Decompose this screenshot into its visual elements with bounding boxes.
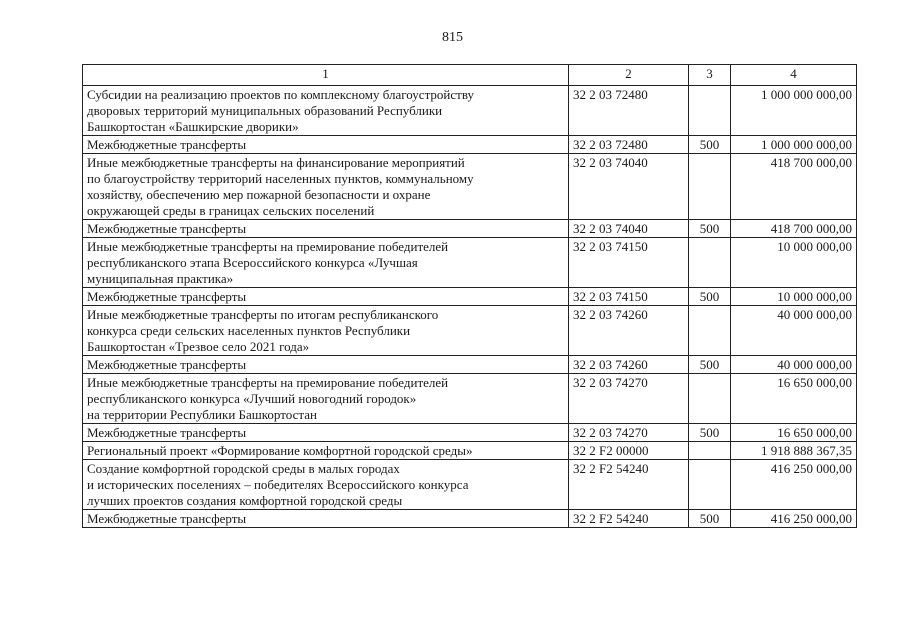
row-amount: 418 700 000,00: [731, 220, 857, 238]
row-code: 32 2 F2 54240: [569, 460, 689, 510]
row-name-line: муниципальная практика»: [87, 271, 234, 286]
header-col-1: 1: [83, 65, 569, 86]
row-expense-type: [689, 154, 731, 220]
row-name-line: Межбюджетные трансферты: [87, 511, 247, 526]
row-name: [83, 356, 569, 374]
row-name-line: Иные межбюджетные трансферты по итогам республиканского: [87, 307, 439, 322]
row-amount: 1 000 000 000,00: [731, 86, 857, 136]
row-amount: 1 000 000 000,00: [731, 136, 857, 154]
table-body: [83, 86, 857, 528]
row-name-line: Башкортостан «Башкирские дворики»: [87, 119, 299, 134]
row-expense-type: [689, 86, 731, 136]
row-name-line: конкурса среди сельских населенных пунктов Республики: [87, 323, 411, 338]
table-row: [83, 510, 857, 528]
row-name-line: по благоустройству территорий населенных пунктов, коммунальному: [87, 171, 474, 186]
row-name: [83, 460, 569, 510]
row-expense-type: 500: [689, 288, 731, 306]
row-name-line: и исторических поселениях – победителях Всероссийского конкурса: [87, 477, 469, 492]
row-name-line: Создание комфортной городской среды в малых городах: [87, 461, 400, 476]
row-code: 32 2 03 74260: [569, 356, 689, 374]
row-name-line: Иные межбюджетные трансферты на финансирование мероприятий: [87, 155, 465, 170]
row-name-line: республиканского этапа Всероссийского конкурса «Лучшая: [87, 255, 418, 270]
row-amount: 16 650 000,00: [731, 374, 857, 424]
table-row: [83, 238, 857, 288]
table-row: [83, 136, 857, 154]
row-expense-type: 500: [689, 356, 731, 374]
row-name-line: Межбюджетные трансферты: [87, 289, 247, 304]
row-amount: 10 000 000,00: [731, 288, 857, 306]
header-col-3: 3: [689, 65, 731, 86]
row-code: 32 2 03 74150: [569, 288, 689, 306]
row-name-line: Межбюджетные трансферты: [87, 357, 247, 372]
row-expense-type: 500: [689, 136, 731, 154]
row-code: 32 2 03 74270: [569, 424, 689, 442]
row-amount: 40 000 000,00: [731, 356, 857, 374]
row-name-line: хозяйству, обеспечению мер пожарной безопасности и охране: [87, 187, 431, 202]
row-amount: 40 000 000,00: [731, 306, 857, 356]
row-code: 32 2 03 74150: [569, 238, 689, 288]
table-row: [83, 220, 857, 238]
row-name-line: на территории Республики Башкортостан: [87, 407, 317, 422]
row-code: 32 2 03 72480: [569, 86, 689, 136]
row-expense-type: [689, 460, 731, 510]
row-amount: 416 250 000,00: [731, 510, 857, 528]
row-name: [83, 374, 569, 424]
row-name: [83, 154, 569, 220]
row-name-line: Иные межбюджетные трансферты на премирование победителей: [87, 239, 449, 254]
row-name: [83, 136, 569, 154]
table-row: [83, 356, 857, 374]
row-name: [83, 86, 569, 136]
table-row: [83, 424, 857, 442]
row-name-line: лучших проектов создания комфортной городской среды: [87, 493, 403, 508]
row-name-line: Межбюджетные трансферты: [87, 221, 247, 236]
row-code: 32 2 03 74260: [569, 306, 689, 356]
row-name-line: Региональный проект «Формирование комфортной городской среды»: [87, 443, 473, 458]
row-expense-type: [689, 238, 731, 288]
header-col-2: 2: [569, 65, 689, 86]
budget-table: [82, 64, 857, 528]
row-expense-type: 500: [689, 424, 731, 442]
row-name-line: Башкортостан «Трезвое село 2021 года»: [87, 339, 310, 354]
row-name-line: окружающей среды в границах сельских поселений: [87, 203, 375, 218]
table-row: [83, 460, 857, 510]
table-row: [83, 154, 857, 220]
row-name-line: республиканского конкурса «Лучший новогодний городок»: [87, 391, 417, 406]
row-amount: 418 700 000,00: [731, 154, 857, 220]
row-name: [83, 288, 569, 306]
header-col-4: 4: [731, 65, 857, 86]
row-name: [83, 306, 569, 356]
row-code: 32 2 03 74040: [569, 154, 689, 220]
table-row: [83, 374, 857, 424]
row-name-line: Субсидии на реализацию проектов по комплексному благоустройству: [87, 87, 475, 102]
row-expense-type: [689, 374, 731, 424]
row-name-line: Межбюджетные трансферты: [87, 137, 247, 152]
row-code: 32 2 03 74040: [569, 220, 689, 238]
row-amount: 1 918 888 367,35: [731, 442, 857, 460]
row-name-line: Иные межбюджетные трансферты на премирование победителей: [87, 375, 449, 390]
row-code: 32 2 F2 54240: [569, 510, 689, 528]
row-name: [83, 424, 569, 442]
row-name: [83, 220, 569, 238]
row-expense-type: 500: [689, 510, 731, 528]
row-expense-type: 500: [689, 220, 731, 238]
row-code: 32 2 03 72480: [569, 136, 689, 154]
table-header-row: [83, 65, 857, 86]
row-expense-type: [689, 442, 731, 460]
table-row: [83, 442, 857, 460]
row-code: 32 2 03 74270: [569, 374, 689, 424]
page-number: 815: [442, 30, 463, 45]
row-name: [83, 510, 569, 528]
row-name: [83, 442, 569, 460]
row-amount: 16 650 000,00: [731, 424, 857, 442]
row-amount: 416 250 000,00: [731, 460, 857, 510]
row-name-line: дворовых территорий муниципальных образований Республики: [87, 103, 443, 118]
row-expense-type: [689, 306, 731, 356]
row-name-line: Межбюджетные трансферты: [87, 425, 247, 440]
row-name: [83, 238, 569, 288]
table-row: [83, 86, 857, 136]
row-code: 32 2 F2 00000: [569, 442, 689, 460]
table-row: [83, 288, 857, 306]
row-amount: 10 000 000,00: [731, 238, 857, 288]
table-row: [83, 306, 857, 356]
